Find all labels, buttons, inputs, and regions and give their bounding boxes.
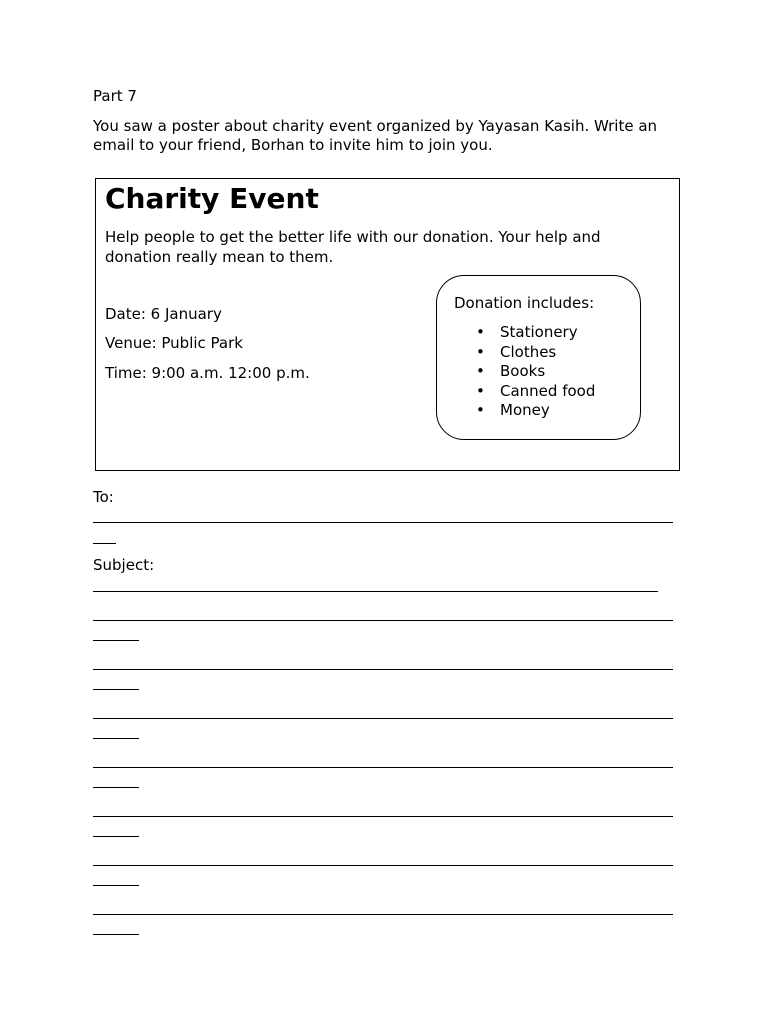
donation-list xyxy=(454,323,595,421)
writing-line[interactable] xyxy=(93,914,673,915)
to-line-continuation[interactable] xyxy=(93,543,116,544)
poster-time: Time: 9:00 a.m. 12:00 p.m. xyxy=(105,364,310,382)
donation-item xyxy=(454,382,595,402)
subject-label: Subject: xyxy=(93,556,155,574)
donation-item-label: Stationery xyxy=(500,323,578,341)
instructions: You saw a poster about charity event organized by Yayasan Kasih. Write an email to your friend, Borhan to invite him to join you. xyxy=(93,117,658,154)
bullet-icon: • xyxy=(476,381,485,400)
writing-line[interactable] xyxy=(93,865,673,866)
to-label: To: xyxy=(93,488,114,506)
to-line[interactable] xyxy=(93,522,673,523)
donation-heading: Donation includes: xyxy=(454,294,595,312)
writing-line-short[interactable] xyxy=(93,934,139,935)
donation-item xyxy=(454,401,595,421)
writing-line[interactable] xyxy=(93,718,673,719)
poster-date: Date: 6 January xyxy=(105,305,222,323)
donation-item xyxy=(454,362,595,382)
poster-description: Help people to get the better life with our donation. Your help and donation really mean to them. xyxy=(105,228,601,266)
donation-item xyxy=(454,323,595,343)
charity-poster xyxy=(95,178,680,471)
bullet-icon: • xyxy=(476,401,485,420)
writing-line[interactable] xyxy=(93,620,673,621)
bullet-icon: • xyxy=(476,323,485,341)
donation-item-label: Clothes xyxy=(500,342,557,361)
writing-line-short[interactable] xyxy=(93,787,139,788)
writing-line-short[interactable] xyxy=(93,640,139,641)
writing-line-short[interactable] xyxy=(93,885,139,886)
writing-line[interactable] xyxy=(93,767,673,768)
poster-title: Charity Event xyxy=(105,182,319,215)
subject-line[interactable] xyxy=(93,591,658,592)
donation-item-label: Canned food xyxy=(500,381,596,400)
writing-line[interactable] xyxy=(93,816,673,817)
donation-item-label: Money xyxy=(500,401,550,420)
poster-venue: Venue: Public Park xyxy=(105,334,243,352)
bullet-icon: • xyxy=(476,362,485,381)
bullet-icon: • xyxy=(476,342,485,361)
donation-item-label: Books xyxy=(500,362,546,381)
writing-line[interactable] xyxy=(93,669,673,670)
writing-line-short[interactable] xyxy=(93,738,139,739)
writing-line-short[interactable] xyxy=(93,689,139,690)
writing-line-short[interactable] xyxy=(93,836,139,837)
donation-item xyxy=(454,343,595,363)
part-label: Part 7 xyxy=(93,87,137,105)
donation-box xyxy=(436,275,641,440)
